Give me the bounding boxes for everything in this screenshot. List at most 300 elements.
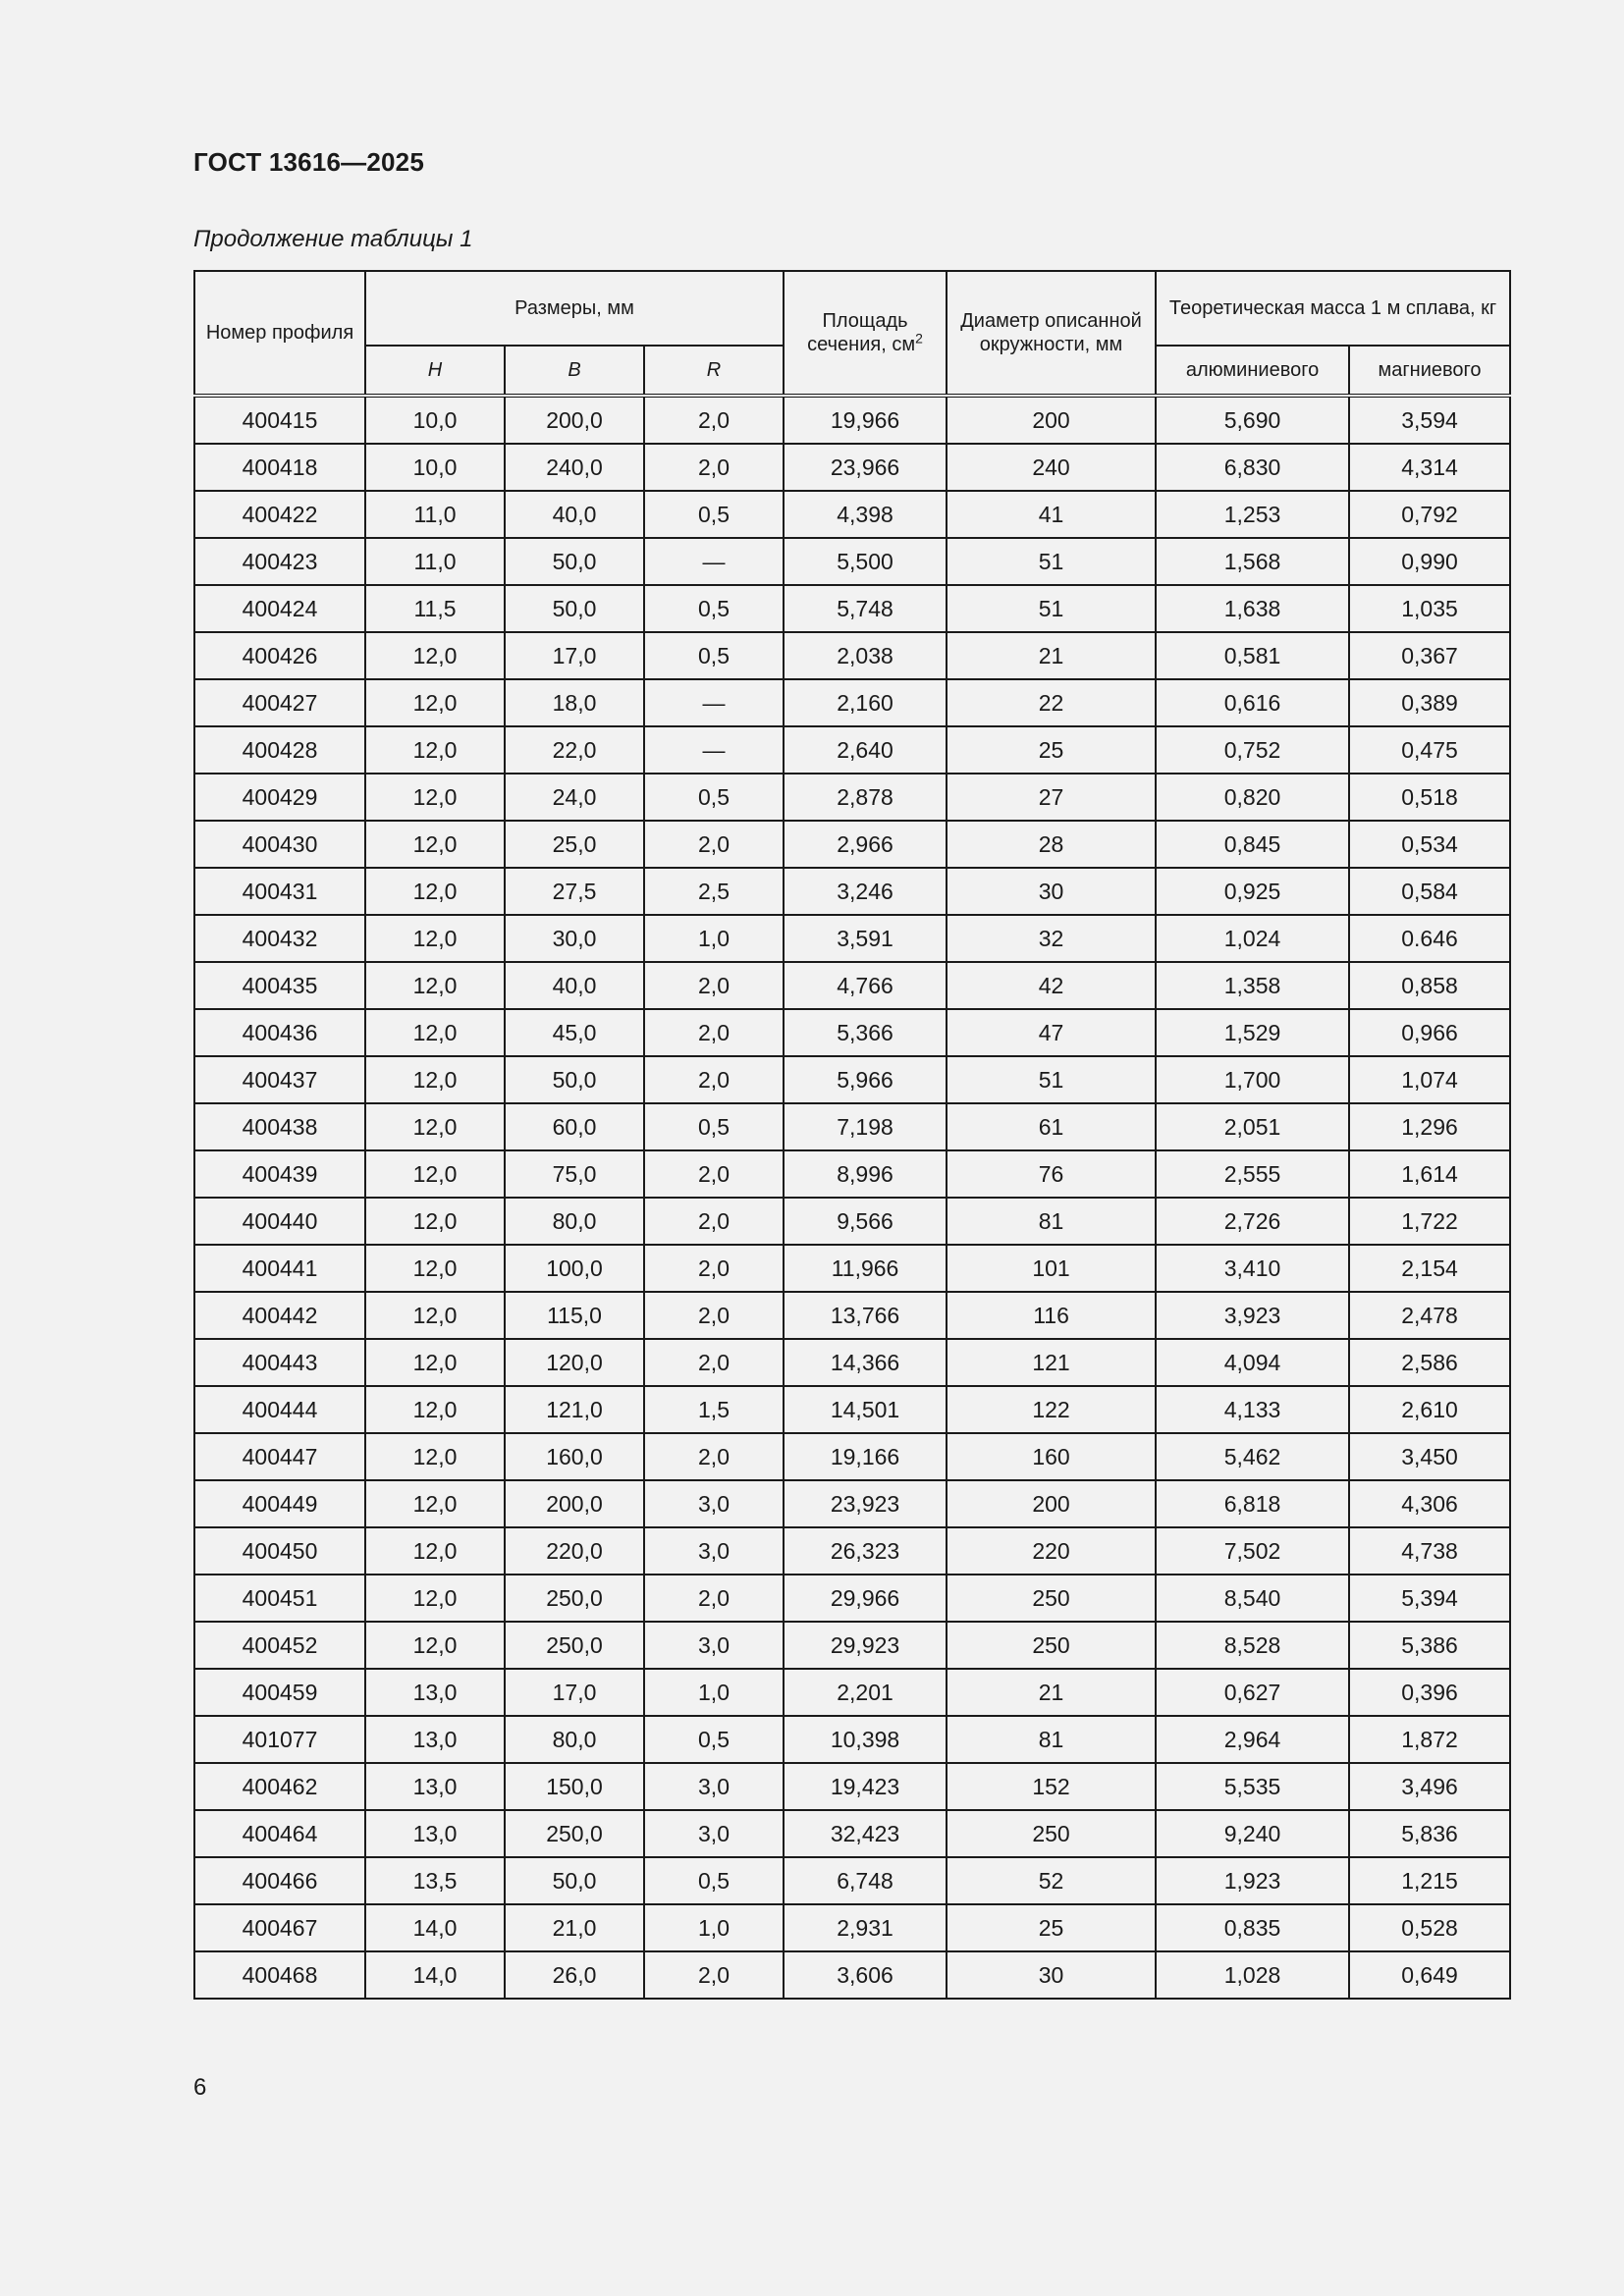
h-cell: 12,0	[365, 774, 505, 821]
aluminium-mass-cell: 4,094	[1156, 1339, 1349, 1386]
area-cell: 19,423	[784, 1763, 947, 1810]
profile-number-cell: 400464	[194, 1810, 365, 1857]
diameter-cell: 25	[947, 726, 1156, 774]
table-row	[194, 1150, 1510, 1198]
r-cell: 2,0	[644, 1056, 784, 1103]
b-cell: 80,0	[505, 1716, 644, 1763]
profile-number-cell: 400459	[194, 1669, 365, 1716]
h-cell: 13,0	[365, 1669, 505, 1716]
r-cell: 0,5	[644, 632, 784, 679]
aluminium-mass-cell: 0,820	[1156, 774, 1349, 821]
aluminium-mass-cell: 2,964	[1156, 1716, 1349, 1763]
diameter-cell: 41	[947, 491, 1156, 538]
table-row	[194, 1198, 1510, 1245]
table-row	[194, 1433, 1510, 1480]
b-cell: 50,0	[505, 1857, 644, 1904]
magnesium-mass-cell: 5,386	[1349, 1622, 1510, 1669]
h-cell: 12,0	[365, 868, 505, 915]
magnesium-mass-cell: 5,394	[1349, 1575, 1510, 1622]
table-row	[194, 726, 1510, 774]
table-row	[194, 491, 1510, 538]
r-cell: 2,0	[644, 1150, 784, 1198]
magnesium-mass-cell: 0,534	[1349, 821, 1510, 868]
aluminium-mass-cell: 0,627	[1156, 1669, 1349, 1716]
b-cell: 26,0	[505, 1951, 644, 1999]
area-cell: 2,038	[784, 632, 947, 679]
h-cell: 12,0	[365, 1150, 505, 1198]
b-cell: 18,0	[505, 679, 644, 726]
table-row	[194, 1009, 1510, 1056]
h-cell: 13,0	[365, 1763, 505, 1810]
area-cell: 2,640	[784, 726, 947, 774]
magnesium-mass-cell: 0,367	[1349, 632, 1510, 679]
aluminium-mass-cell: 1,028	[1156, 1951, 1349, 1999]
area-cell: 2,160	[784, 679, 947, 726]
h-cell: 13,0	[365, 1810, 505, 1857]
diameter-cell: 116	[947, 1292, 1156, 1339]
b-cell: 21,0	[505, 1904, 644, 1951]
diameter-cell: 42	[947, 962, 1156, 1009]
r-cell: 3,0	[644, 1480, 784, 1527]
r-cell: 2,0	[644, 1009, 784, 1056]
aluminium-mass-cell: 0,581	[1156, 632, 1349, 679]
area-cell: 23,966	[784, 444, 947, 491]
area-cell: 5,366	[784, 1009, 947, 1056]
area-cell: 5,748	[784, 585, 947, 632]
h-cell: 12,0	[365, 1292, 505, 1339]
area-cell: 10,398	[784, 1716, 947, 1763]
aluminium-mass-cell: 6,830	[1156, 444, 1349, 491]
r-cell: 2,0	[644, 1433, 784, 1480]
magnesium-mass-cell: 4,314	[1349, 444, 1510, 491]
area-cell: 29,966	[784, 1575, 947, 1622]
profile-number-cell: 400424	[194, 585, 365, 632]
profile-number-cell: 400428	[194, 726, 365, 774]
r-cell: 0,5	[644, 1103, 784, 1150]
b-cell: 120,0	[505, 1339, 644, 1386]
aluminium-mass-cell: 0,616	[1156, 679, 1349, 726]
r-cell: 2,0	[644, 1575, 784, 1622]
profile-number-cell: 400441	[194, 1245, 365, 1292]
diameter-cell: 200	[947, 396, 1156, 444]
page-number: 6	[193, 2074, 207, 2101]
b-cell: 24,0	[505, 774, 644, 821]
table-row	[194, 396, 1510, 444]
table-row	[194, 1857, 1510, 1904]
magnesium-mass-cell: 1,296	[1349, 1103, 1510, 1150]
h-cell: 12,0	[365, 1245, 505, 1292]
h-cell: 13,0	[365, 1716, 505, 1763]
document-code: ГОСТ 13616—2025	[193, 147, 424, 177]
b-cell: 200,0	[505, 1480, 644, 1527]
profile-number-cell: 400442	[194, 1292, 365, 1339]
magnesium-mass-cell: 3,450	[1349, 1433, 1510, 1480]
b-cell: 220,0	[505, 1527, 644, 1575]
area-cell: 13,766	[784, 1292, 947, 1339]
aluminium-mass-cell: 8,528	[1156, 1622, 1349, 1669]
area-cell: 26,323	[784, 1527, 947, 1575]
r-cell: 1,0	[644, 1904, 784, 1951]
b-cell: 60,0	[505, 1103, 644, 1150]
table-row	[194, 1480, 1510, 1527]
magnesium-mass-cell: 0,518	[1349, 774, 1510, 821]
aluminium-mass-cell: 6,818	[1156, 1480, 1349, 1527]
b-cell: 250,0	[505, 1575, 644, 1622]
aluminium-mass-cell: 0,845	[1156, 821, 1349, 868]
aluminium-mass-cell: 8,540	[1156, 1575, 1349, 1622]
b-cell: 75,0	[505, 1150, 644, 1198]
h-cell: 12,0	[365, 821, 505, 868]
area-cell: 2,878	[784, 774, 947, 821]
diameter-cell: 21	[947, 632, 1156, 679]
area-cell: 5,500	[784, 538, 947, 585]
r-cell: 0,5	[644, 1716, 784, 1763]
area-cell: 3,246	[784, 868, 947, 915]
profile-number-cell: 400435	[194, 962, 365, 1009]
b-cell: 100,0	[505, 1245, 644, 1292]
table-row	[194, 1386, 1510, 1433]
magnesium-mass-cell: 2,478	[1349, 1292, 1510, 1339]
header-r: R	[644, 346, 784, 396]
aluminium-mass-cell: 0,752	[1156, 726, 1349, 774]
profile-number-cell: 400452	[194, 1622, 365, 1669]
header-mass: Теоретическая масса 1 м сплава, кг	[1156, 271, 1510, 346]
table-row	[194, 1103, 1510, 1150]
magnesium-mass-cell: 1,215	[1349, 1857, 1510, 1904]
profile-number-cell: 400447	[194, 1433, 365, 1480]
h-cell: 13,5	[365, 1857, 505, 1904]
table-row	[194, 538, 1510, 585]
r-cell: —	[644, 538, 784, 585]
profile-number-cell: 400430	[194, 821, 365, 868]
h-cell: 12,0	[365, 1009, 505, 1056]
b-cell: 115,0	[505, 1292, 644, 1339]
h-cell: 10,0	[365, 444, 505, 491]
diameter-cell: 76	[947, 1150, 1156, 1198]
r-cell: 2,0	[644, 1245, 784, 1292]
b-cell: 200,0	[505, 396, 644, 444]
table-row	[194, 1951, 1510, 1999]
r-cell: 3,0	[644, 1622, 784, 1669]
r-cell: 2,0	[644, 396, 784, 444]
diameter-cell: 101	[947, 1245, 1156, 1292]
r-cell: 2,0	[644, 1198, 784, 1245]
r-cell: 0,5	[644, 774, 784, 821]
h-cell: 11,0	[365, 491, 505, 538]
aluminium-mass-cell: 0,835	[1156, 1904, 1349, 1951]
h-cell: 12,0	[365, 1575, 505, 1622]
b-cell: 40,0	[505, 491, 644, 538]
table-row	[194, 1575, 1510, 1622]
aluminium-mass-cell: 1,529	[1156, 1009, 1349, 1056]
area-cell: 5,966	[784, 1056, 947, 1103]
table-row	[194, 632, 1510, 679]
aluminium-mass-cell: 3,923	[1156, 1292, 1349, 1339]
magnesium-mass-cell: 2,586	[1349, 1339, 1510, 1386]
table-row	[194, 1763, 1510, 1810]
b-cell: 25,0	[505, 821, 644, 868]
r-cell: 2,0	[644, 821, 784, 868]
r-cell: 0,5	[644, 585, 784, 632]
r-cell: 2,0	[644, 444, 784, 491]
profile-number-cell: 400431	[194, 868, 365, 915]
profile-number-cell: 400450	[194, 1527, 365, 1575]
table-row	[194, 868, 1510, 915]
profile-number-cell: 400429	[194, 774, 365, 821]
diameter-cell: 81	[947, 1198, 1156, 1245]
diameter-cell: 51	[947, 585, 1156, 632]
diameter-cell: 32	[947, 915, 1156, 962]
b-cell: 17,0	[505, 632, 644, 679]
h-cell: 12,0	[365, 1339, 505, 1386]
area-cell: 4,398	[784, 491, 947, 538]
h-cell: 12,0	[365, 962, 505, 1009]
header-aluminium: алюминиевого	[1156, 346, 1349, 396]
profile-number-cell: 400443	[194, 1339, 365, 1386]
profile-number-cell: 400462	[194, 1763, 365, 1810]
header-dimensions: Размеры, мм	[365, 271, 784, 346]
b-cell: 250,0	[505, 1810, 644, 1857]
table-row	[194, 585, 1510, 632]
profile-number-cell: 400451	[194, 1575, 365, 1622]
r-cell: 1,0	[644, 1669, 784, 1716]
diameter-cell: 22	[947, 679, 1156, 726]
aluminium-mass-cell: 2,726	[1156, 1198, 1349, 1245]
table-row	[194, 444, 1510, 491]
magnesium-mass-cell: 2,610	[1349, 1386, 1510, 1433]
area-cell: 4,766	[784, 962, 947, 1009]
h-cell: 12,0	[365, 1622, 505, 1669]
h-cell: 14,0	[365, 1904, 505, 1951]
b-cell: 121,0	[505, 1386, 644, 1433]
table-row	[194, 1245, 1510, 1292]
profile-number-cell: 400467	[194, 1904, 365, 1951]
diameter-cell: 220	[947, 1527, 1156, 1575]
area-cell: 14,366	[784, 1339, 947, 1386]
header-area: Площадь сечения, $см^2$	[784, 271, 947, 396]
h-cell: 11,5	[365, 585, 505, 632]
profile-number-cell: 400439	[194, 1150, 365, 1198]
table-row	[194, 1810, 1510, 1857]
table-row	[194, 774, 1510, 821]
h-cell: 12,0	[365, 679, 505, 726]
diameter-cell: 250	[947, 1575, 1156, 1622]
h-cell: 12,0	[365, 915, 505, 962]
h-cell: 11,0	[365, 538, 505, 585]
header-profile-number: Номер профиля	[194, 271, 365, 396]
magnesium-mass-cell: 5,836	[1349, 1810, 1510, 1857]
magnesium-mass-cell: 0,858	[1349, 962, 1510, 1009]
h-cell: 12,0	[365, 1103, 505, 1150]
profile-number-cell: 400437	[194, 1056, 365, 1103]
diameter-cell: 250	[947, 1622, 1156, 1669]
profile-number-cell: 400466	[194, 1857, 365, 1904]
b-cell: 30,0	[505, 915, 644, 962]
table-row	[194, 1622, 1510, 1669]
h-cell: 12,0	[365, 632, 505, 679]
table-caption: Продолжение таблицы 1	[193, 226, 473, 252]
r-cell: 2,0	[644, 962, 784, 1009]
aluminium-mass-cell: 3,410	[1156, 1245, 1349, 1292]
profile-number-cell: 400440	[194, 1198, 365, 1245]
table-row	[194, 962, 1510, 1009]
aluminium-mass-cell: 5,690	[1156, 396, 1349, 444]
aluminium-mass-cell: 1,638	[1156, 585, 1349, 632]
magnesium-mass-cell: 0,990	[1349, 538, 1510, 585]
table-row	[194, 679, 1510, 726]
area-cell: 19,966	[784, 396, 947, 444]
diameter-cell: 51	[947, 1056, 1156, 1103]
diameter-cell: 52	[947, 1857, 1156, 1904]
magnesium-mass-cell: 0,792	[1349, 491, 1510, 538]
b-cell: 80,0	[505, 1198, 644, 1245]
b-cell: 50,0	[505, 585, 644, 632]
magnesium-mass-cell: 1,035	[1349, 585, 1510, 632]
aluminium-mass-cell: 4,133	[1156, 1386, 1349, 1433]
diameter-cell: 27	[947, 774, 1156, 821]
diameter-cell: 47	[947, 1009, 1156, 1056]
b-cell: 45,0	[505, 1009, 644, 1056]
aluminium-mass-cell: 1,358	[1156, 962, 1349, 1009]
table-row	[194, 1527, 1510, 1575]
b-cell: 40,0	[505, 962, 644, 1009]
diameter-cell: 25	[947, 1904, 1156, 1951]
diameter-cell: 61	[947, 1103, 1156, 1150]
area-superscript: 2	[915, 330, 923, 347]
aluminium-mass-cell: 1,700	[1156, 1056, 1349, 1103]
diameter-cell: 28	[947, 821, 1156, 868]
diameter-cell: 240	[947, 444, 1156, 491]
table-row	[194, 1904, 1510, 1951]
aluminium-mass-cell: 0,925	[1156, 868, 1349, 915]
b-cell: 50,0	[505, 1056, 644, 1103]
table-row	[194, 915, 1510, 962]
magnesium-mass-cell: 0,966	[1349, 1009, 1510, 1056]
table-body	[194, 396, 1510, 1999]
table-row	[194, 1056, 1510, 1103]
area-cell: 32,423	[784, 1810, 947, 1857]
profile-number-cell: 400427	[194, 679, 365, 726]
b-cell: 150,0	[505, 1763, 644, 1810]
profile-number-cell: 400418	[194, 444, 365, 491]
r-cell: 0,5	[644, 1857, 784, 1904]
r-cell: 3,0	[644, 1810, 784, 1857]
profile-table	[193, 270, 1511, 2000]
magnesium-mass-cell: 1,722	[1349, 1198, 1510, 1245]
profile-number-cell: 400444	[194, 1386, 365, 1433]
aluminium-mass-cell: 1,568	[1156, 538, 1349, 585]
magnesium-mass-cell: 2,154	[1349, 1245, 1510, 1292]
h-cell: 12,0	[365, 1198, 505, 1245]
area-cell: 7,198	[784, 1103, 947, 1150]
aluminium-mass-cell: 9,240	[1156, 1810, 1349, 1857]
aluminium-mass-cell: 1,923	[1156, 1857, 1349, 1904]
h-cell: 10,0	[365, 396, 505, 444]
diameter-cell: 81	[947, 1716, 1156, 1763]
diameter-cell: 51	[947, 538, 1156, 585]
profile-number-cell: 400415	[194, 396, 365, 444]
area-cell: 2,931	[784, 1904, 947, 1951]
magnesium-mass-cell: 0,584	[1349, 868, 1510, 915]
header-h: H	[365, 346, 505, 396]
b-cell: 160,0	[505, 1433, 644, 1480]
h-cell: 12,0	[365, 1433, 505, 1480]
diameter-cell: 30	[947, 1951, 1156, 1999]
area-cell: 11,966	[784, 1245, 947, 1292]
b-cell: 27,5	[505, 868, 644, 915]
table-row	[194, 1339, 1510, 1386]
r-cell: 3,0	[644, 1527, 784, 1575]
aluminium-mass-cell: 2,555	[1156, 1150, 1349, 1198]
area-cell: 14,501	[784, 1386, 947, 1433]
profile-number-cell: 400432	[194, 915, 365, 962]
h-cell: 12,0	[365, 1056, 505, 1103]
area-cell: 6,748	[784, 1857, 947, 1904]
magnesium-mass-cell: 0,475	[1349, 726, 1510, 774]
magnesium-mass-cell: 1,872	[1349, 1716, 1510, 1763]
r-cell: 2,5	[644, 868, 784, 915]
header-b: B	[505, 346, 644, 396]
b-cell: 50,0	[505, 538, 644, 585]
header-diameter: Диаметр описанной окружности, мм	[947, 271, 1156, 396]
area-cell: 9,566	[784, 1198, 947, 1245]
aluminium-mass-cell: 1,253	[1156, 491, 1349, 538]
area-cell: 19,166	[784, 1433, 947, 1480]
h-cell: 14,0	[365, 1951, 505, 1999]
diameter-cell: 122	[947, 1386, 1156, 1433]
b-cell: 240,0	[505, 444, 644, 491]
diameter-cell: 250	[947, 1810, 1156, 1857]
profile-number-cell: 400436	[194, 1009, 365, 1056]
profile-number-cell: 400423	[194, 538, 365, 585]
diameter-cell: 21	[947, 1669, 1156, 1716]
r-cell: 2,0	[644, 1951, 784, 1999]
aluminium-mass-cell: 5,535	[1156, 1763, 1349, 1810]
table-row	[194, 1716, 1510, 1763]
magnesium-mass-cell: 0,649	[1349, 1951, 1510, 1999]
magnesium-mass-cell: 0,528	[1349, 1904, 1510, 1951]
profile-number-cell: 401077	[194, 1716, 365, 1763]
area-cell: 29,923	[784, 1622, 947, 1669]
magnesium-mass-cell: 1,614	[1349, 1150, 1510, 1198]
r-cell: 0,5	[644, 491, 784, 538]
r-cell: 3,0	[644, 1763, 784, 1810]
profile-number-cell: 400422	[194, 491, 365, 538]
r-cell: 1,0	[644, 915, 784, 962]
h-cell: 12,0	[365, 1527, 505, 1575]
profile-number-cell: 400438	[194, 1103, 365, 1150]
magnesium-mass-cell: 4,738	[1349, 1527, 1510, 1575]
diameter-cell: 200	[947, 1480, 1156, 1527]
magnesium-mass-cell: 0,396	[1349, 1669, 1510, 1716]
aluminium-mass-cell: 7,502	[1156, 1527, 1349, 1575]
magnesium-mass-cell: 0.646	[1349, 915, 1510, 962]
magnesium-mass-cell: 4,306	[1349, 1480, 1510, 1527]
b-cell: 17,0	[505, 1669, 644, 1716]
b-cell: 250,0	[505, 1622, 644, 1669]
area-cell: 3,606	[784, 1951, 947, 1999]
diameter-cell: 121	[947, 1339, 1156, 1386]
h-cell: 12,0	[365, 1480, 505, 1527]
r-cell: 2,0	[644, 1339, 784, 1386]
profile-number-cell: 400449	[194, 1480, 365, 1527]
table-row	[194, 821, 1510, 868]
area-cell: 8,996	[784, 1150, 947, 1198]
aluminium-mass-cell: 2,051	[1156, 1103, 1349, 1150]
aluminium-mass-cell: 5,462	[1156, 1433, 1349, 1480]
h-cell: 12,0	[365, 1386, 505, 1433]
table-row	[194, 1292, 1510, 1339]
